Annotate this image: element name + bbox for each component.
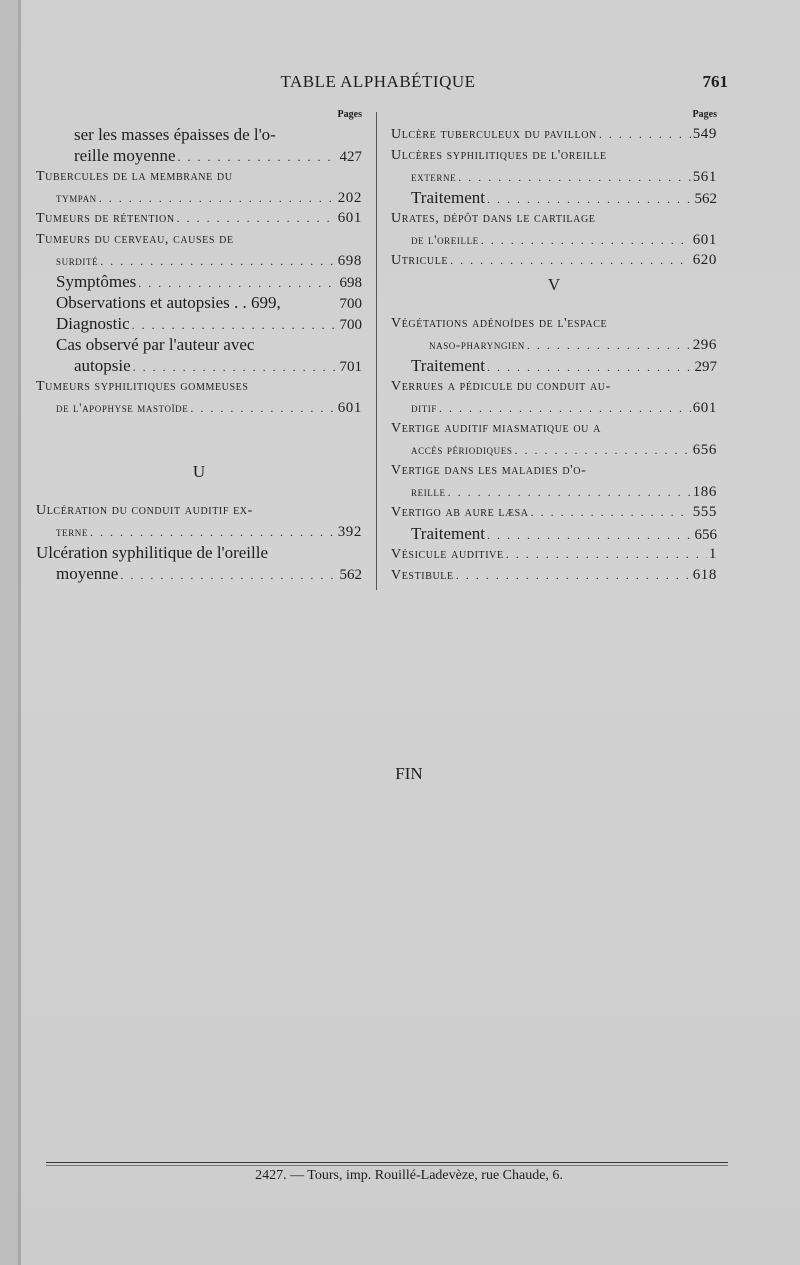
leader-dots xyxy=(133,357,338,378)
leader-dots xyxy=(599,124,691,145)
index-entry xyxy=(391,187,717,208)
entry-page: 700 xyxy=(339,296,362,312)
index-entry xyxy=(36,542,362,584)
entry-line xyxy=(36,124,362,145)
entry-text: surdité xyxy=(56,253,99,268)
entry-text: moyenne xyxy=(56,564,119,583)
index-entry xyxy=(391,460,717,502)
index-entry xyxy=(391,418,717,460)
end-marker: FIN xyxy=(395,764,423,783)
entry-page: 601 xyxy=(337,400,362,416)
entry-page: 562 xyxy=(694,191,717,207)
leader-dots xyxy=(481,230,691,251)
book-page xyxy=(18,0,800,1265)
index-entry xyxy=(36,292,362,313)
entry-line xyxy=(36,376,362,397)
entry-text: naso-pharyngien xyxy=(429,337,525,352)
entry-line xyxy=(36,187,362,208)
printer-imprint: 2427. — Tours, imp. Rouillé-Ladevèze, rue Chaude, 6. xyxy=(255,1168,563,1183)
entry-text: Vestibule xyxy=(391,568,454,583)
leader-dots xyxy=(487,525,693,546)
entry-page: 698 xyxy=(339,275,362,291)
leader-dots xyxy=(487,189,693,210)
leader-dots xyxy=(458,167,690,188)
leader-dots xyxy=(132,315,338,336)
index-entry xyxy=(36,271,362,292)
footer-rule xyxy=(46,1162,728,1163)
entry-line xyxy=(36,229,362,250)
entry-line xyxy=(391,313,717,334)
entry-page: 1 xyxy=(708,546,717,562)
entry-text: Observations et autopsies . . 699, xyxy=(56,293,281,312)
index-entry xyxy=(36,500,362,542)
leader-dots xyxy=(90,522,336,543)
entry-page: 656 xyxy=(692,442,717,458)
leader-dots xyxy=(99,188,336,209)
entry-line xyxy=(36,208,362,229)
index-entry xyxy=(391,313,717,355)
leader-dots xyxy=(100,251,335,272)
entry-text: reille moyenne xyxy=(74,146,176,165)
entry-line xyxy=(36,292,362,313)
entry-page: 561 xyxy=(692,169,717,185)
entry-page: 296 xyxy=(692,337,717,353)
entry-line xyxy=(391,250,717,271)
entry-page: 698 xyxy=(337,253,362,269)
entry-text: terne xyxy=(56,524,88,539)
index-entry xyxy=(36,229,362,271)
entry-line xyxy=(36,313,362,334)
entry-text: autopsie xyxy=(74,356,131,375)
entry-text: accès périodiques xyxy=(411,442,513,457)
running-head xyxy=(18,72,800,98)
entry-text: Utricule xyxy=(391,253,449,268)
leader-dots xyxy=(138,273,337,294)
index-entry xyxy=(36,166,362,208)
entry-line xyxy=(36,500,362,521)
entry-page: 601 xyxy=(337,210,362,226)
index-entry xyxy=(391,145,717,187)
entry-line xyxy=(391,334,717,355)
leader-dots xyxy=(506,544,707,565)
entry-text: Ulcération syphilitique de l'oreille xyxy=(36,543,269,562)
entry-line xyxy=(36,397,362,418)
entry-page: 656 xyxy=(694,527,717,543)
entry-page: 549 xyxy=(692,126,717,142)
entry-line xyxy=(391,418,717,439)
leader-dots xyxy=(190,398,335,419)
entry-line xyxy=(391,208,717,229)
entry-text: de l'oreille xyxy=(411,232,479,247)
entry-text: externe xyxy=(411,169,457,184)
entry-page: 297 xyxy=(694,359,717,375)
index-entry xyxy=(391,523,717,544)
index-entry xyxy=(36,313,362,334)
entry-text: Traitement xyxy=(411,356,485,375)
entry-page: 700 xyxy=(339,317,362,333)
leader-dots xyxy=(514,440,690,461)
entry-line xyxy=(391,355,717,376)
section-letter-u: U xyxy=(192,462,206,481)
entry-line xyxy=(36,521,362,542)
entry-line xyxy=(36,271,362,292)
entry-page: 618 xyxy=(692,567,717,583)
leader-dots xyxy=(531,502,691,523)
entry-line xyxy=(391,397,717,418)
section-letter-v: V xyxy=(547,275,561,294)
entry-line xyxy=(36,166,362,187)
leader-dots xyxy=(120,565,337,586)
entry-text: Vertige dans les maladies d'o- xyxy=(391,463,587,478)
entry-text: reille xyxy=(411,484,446,499)
index-entry xyxy=(391,565,717,586)
entry-text: Traitement xyxy=(411,524,485,543)
leader-dots xyxy=(487,357,693,378)
entry-text: Tumeurs de rétention xyxy=(36,211,175,226)
entry-line xyxy=(391,544,717,565)
entry-text: Vésicule auditive xyxy=(391,547,504,562)
entry-text: Tumeurs syphilitiques gommeuses xyxy=(36,379,249,394)
footer-rule-thin xyxy=(46,1165,728,1166)
entry-page: 427 xyxy=(339,149,362,165)
entry-line xyxy=(36,563,362,584)
entry-text: Ulcération du conduit auditif ex- xyxy=(36,503,253,518)
entry-line xyxy=(391,481,717,502)
index-entry xyxy=(391,502,717,523)
entry-text: Symptômes xyxy=(56,272,137,291)
entry-page: 601 xyxy=(692,232,717,248)
entry-page: 562 xyxy=(339,567,362,583)
pages-label-right: Pages xyxy=(692,109,717,120)
entry-text: Diagnostic xyxy=(56,314,130,333)
index-entry xyxy=(391,250,717,271)
column-divider xyxy=(376,112,377,590)
entry-line xyxy=(391,145,717,166)
index-column-left xyxy=(36,106,362,584)
entry-text: Urates, dépôt dans le cartilage xyxy=(391,211,596,226)
entry-text: Vertigo ab aure læsa xyxy=(391,505,529,520)
index-entry xyxy=(391,376,717,418)
entry-page: 392 xyxy=(337,524,362,540)
entry-page: 601 xyxy=(692,400,717,416)
entry-text: Tumeurs du cerveau, causes de xyxy=(36,232,234,247)
leader-dots xyxy=(527,335,691,356)
leader-dots xyxy=(439,398,691,419)
index-entry xyxy=(391,355,717,376)
entry-line xyxy=(36,542,362,563)
index-entry xyxy=(36,334,362,376)
leader-dots xyxy=(177,208,336,229)
index-entry xyxy=(391,124,717,145)
entry-text: de l'apophyse mastoïde xyxy=(56,400,189,415)
pages-label-left: Pages xyxy=(337,109,362,120)
entry-text: Tubercules de la membrane du xyxy=(36,169,233,184)
entry-text: Ulcères syphilitiques de l'oreille xyxy=(391,148,607,163)
entry-text: Traitement xyxy=(411,188,485,207)
entry-line xyxy=(391,502,717,523)
entry-text: Vertige auditif miasmatique ou a xyxy=(391,421,601,436)
entry-line xyxy=(36,145,362,166)
leader-dots xyxy=(448,482,691,503)
running-title: TABLE ALPHABÉTIQUE xyxy=(280,72,476,91)
leader-dots xyxy=(456,565,691,586)
entry-text: Végétations adénoïdes de l'espace xyxy=(391,316,608,331)
entry-page: 620 xyxy=(692,252,717,268)
entry-line xyxy=(391,523,717,544)
index-column-right xyxy=(391,106,717,586)
entry-page: 186 xyxy=(692,484,717,500)
entry-text: ditif xyxy=(411,400,437,415)
page-number: 761 xyxy=(702,72,728,91)
entry-line xyxy=(391,124,717,145)
entry-line xyxy=(391,166,717,187)
index-entry xyxy=(36,208,362,229)
entry-text: tympan xyxy=(56,190,97,205)
entry-line xyxy=(36,250,362,271)
entry-text: ser les masses épaisses de l'o- xyxy=(74,125,276,144)
entry-line xyxy=(391,187,717,208)
entry-line xyxy=(391,460,717,481)
entry-line xyxy=(36,334,362,355)
entry-text: Ulcère tuberculeux du pavillon xyxy=(391,127,597,142)
entry-page: 202 xyxy=(337,190,362,206)
entry-line xyxy=(391,376,717,397)
page-edge xyxy=(18,0,21,1265)
entry-page: 555 xyxy=(692,504,717,520)
index-entry xyxy=(36,124,362,166)
entry-text: Verrues a pédicule du conduit au- xyxy=(391,379,611,394)
entry-line xyxy=(391,229,717,250)
leader-dots xyxy=(450,250,691,271)
entry-line xyxy=(391,565,717,586)
leader-dots xyxy=(178,147,338,168)
index-entry xyxy=(391,208,717,250)
entry-page: 701 xyxy=(339,359,362,375)
index-entry xyxy=(36,376,362,418)
entry-line xyxy=(36,355,362,376)
entry-line xyxy=(391,439,717,460)
entry-text: Cas observé par l'auteur avec xyxy=(56,335,255,354)
index-entry xyxy=(391,544,717,565)
